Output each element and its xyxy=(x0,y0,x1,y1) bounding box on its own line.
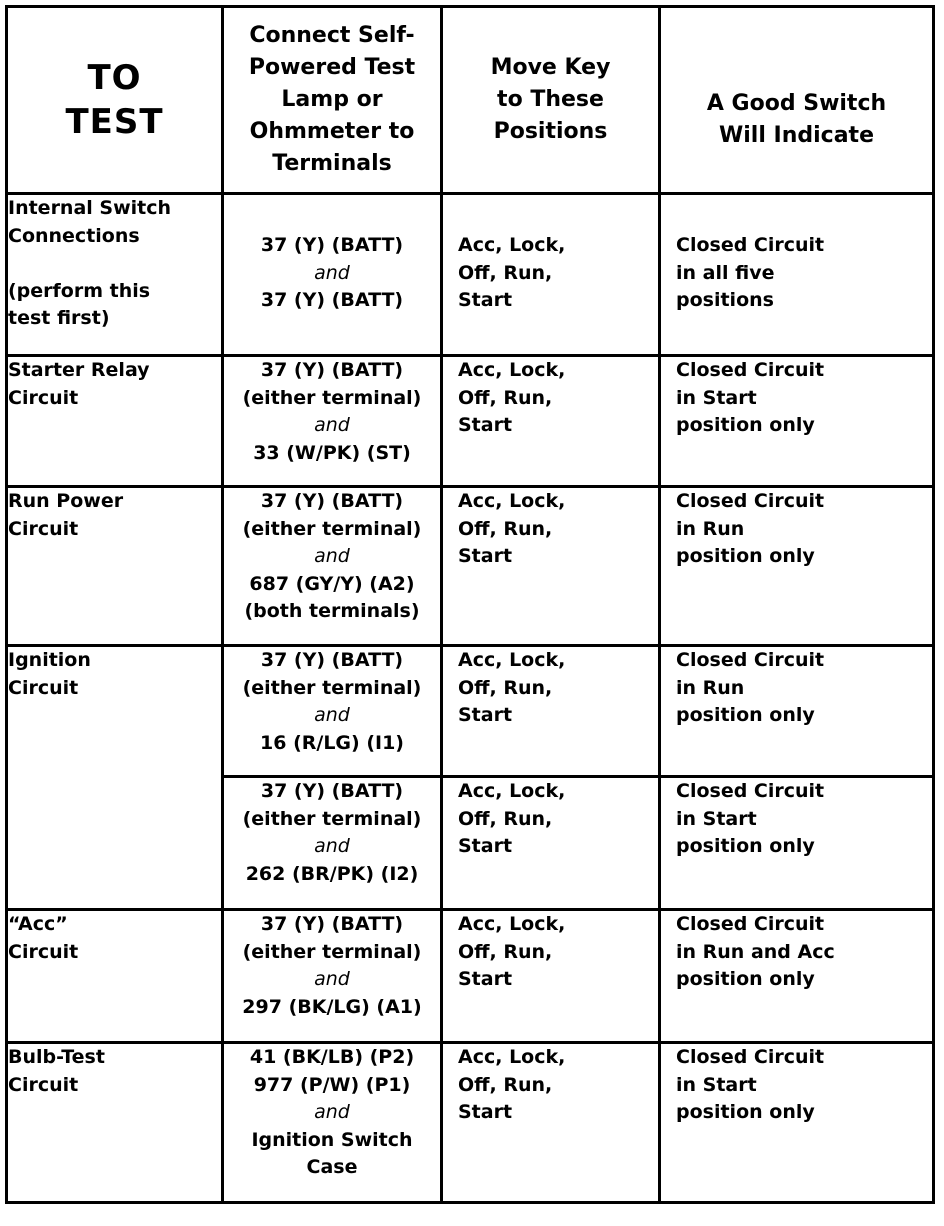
result-cell xyxy=(660,487,934,646)
test-line: Circuit xyxy=(8,386,79,409)
connect-and: and xyxy=(314,545,350,567)
connect-line: 262 (BR/PK) (I2) xyxy=(245,862,419,885)
positions-cell xyxy=(442,194,660,356)
positions-line: Start xyxy=(458,835,513,857)
result-cell xyxy=(660,777,934,910)
result-line: in Start xyxy=(676,1073,757,1096)
header-good-switch-line: Will Indicate xyxy=(718,123,874,148)
table-row xyxy=(7,356,934,487)
table-row xyxy=(7,487,934,646)
connect-line: (either terminal) xyxy=(242,807,422,830)
result-line: Closed Circuit xyxy=(676,490,825,512)
header-good-switch xyxy=(660,7,934,194)
result-line: in Run xyxy=(676,517,745,540)
positions-cell xyxy=(442,356,660,487)
header-move-key-line: Move Key xyxy=(490,55,611,80)
positions-line: Acc, Lock, xyxy=(458,1046,566,1068)
connect-line: Ignition Switch xyxy=(251,1128,413,1151)
header-move-key-line: to These xyxy=(497,87,604,112)
test-line: Internal Switch xyxy=(8,197,172,219)
positions-line: Start xyxy=(458,968,513,990)
result-line: Closed Circuit xyxy=(676,649,825,671)
connect-line: (either terminal) xyxy=(242,517,422,540)
positions-line: Start xyxy=(458,414,513,436)
test-cell xyxy=(7,487,223,646)
header-move-key-line: Positions xyxy=(493,119,608,144)
connect-and: and xyxy=(314,1101,350,1123)
result-line: position only xyxy=(676,704,815,726)
positions-line: Acc, Lock, xyxy=(458,649,566,671)
connect-line: Case xyxy=(306,1156,358,1178)
connect-line: 37 (Y) (BATT) xyxy=(260,289,404,311)
test-line: Circuit xyxy=(8,517,79,540)
positions-line: Off, Run, xyxy=(458,676,553,699)
result-line: Closed Circuit xyxy=(676,234,825,256)
header-connect-line: Terminals xyxy=(272,151,392,176)
connect-line: (either terminal) xyxy=(242,386,422,409)
connect-line: 16 (R/LG) (I1) xyxy=(260,731,404,754)
connect-cell xyxy=(223,910,442,1043)
connect-line: 41 (BK/LB) (P2) xyxy=(249,1046,415,1068)
header-good-switch-line: A Good Switch xyxy=(706,91,887,116)
table-row xyxy=(7,194,934,356)
connect-cell xyxy=(223,1043,442,1203)
result-line: positions xyxy=(676,289,774,311)
result-cell xyxy=(660,646,934,777)
result-cell xyxy=(660,194,934,356)
connect-cell xyxy=(223,646,442,777)
connect-line: 33 (W/PK) (ST) xyxy=(253,441,411,464)
header-to-test-line: TEST xyxy=(65,102,164,142)
result-line: Closed Circuit xyxy=(676,1046,825,1068)
connect-and: and xyxy=(314,835,350,857)
positions-cell xyxy=(442,910,660,1043)
connect-line: 37 (Y) (BATT) xyxy=(260,234,404,256)
header-connect-line: Lamp or xyxy=(281,87,383,112)
positions-cell xyxy=(442,1043,660,1203)
positions-cell xyxy=(442,646,660,777)
test-line: Circuit xyxy=(8,676,79,699)
connect-line: 37 (Y) (BATT) xyxy=(260,913,404,935)
test-line: test first) xyxy=(8,307,110,329)
positions-line: Acc, Lock, xyxy=(458,234,566,256)
test-line: (perform this xyxy=(8,279,151,302)
connect-line: 37 (Y) (BATT) xyxy=(260,649,404,671)
result-line: position only xyxy=(676,414,815,436)
ignition-switch-test-table xyxy=(5,5,935,1204)
header-connect-line: Ohmmeter to xyxy=(249,119,415,144)
header-connect xyxy=(223,7,442,194)
result-line: Closed Circuit xyxy=(676,359,825,381)
test-line: Connections xyxy=(8,224,140,247)
positions-line: Off, Run, xyxy=(458,261,553,284)
connect-and: and xyxy=(314,704,350,726)
positions-line: Off, Run, xyxy=(458,517,553,540)
header-row xyxy=(7,7,934,194)
test-line: “Acc” xyxy=(8,913,68,935)
result-line: position only xyxy=(676,1101,815,1123)
test-cell xyxy=(7,356,223,487)
positions-line: Acc, Lock, xyxy=(458,490,566,512)
positions-line: Acc, Lock, xyxy=(458,913,566,935)
header-to-test xyxy=(7,7,223,194)
positions-line: Off, Run, xyxy=(458,1073,553,1096)
positions-line: Off, Run, xyxy=(458,940,553,963)
positions-line: Off, Run, xyxy=(458,807,553,830)
result-line: position only xyxy=(676,968,815,990)
result-line: position only xyxy=(676,545,815,567)
table-row xyxy=(7,1043,934,1203)
result-line: in all five xyxy=(676,261,775,284)
result-line: position only xyxy=(676,835,815,857)
test-line: Circuit xyxy=(8,1073,79,1096)
test-line: Bulb-Test xyxy=(8,1046,105,1068)
result-line: Closed Circuit xyxy=(676,780,825,802)
connect-line: 37 (Y) (BATT) xyxy=(260,490,404,512)
positions-line: Start xyxy=(458,545,513,567)
connect-and: and xyxy=(314,968,350,990)
table-row xyxy=(7,646,934,777)
connect-cell xyxy=(223,487,442,646)
connect-and: and xyxy=(314,414,350,436)
positions-cell xyxy=(442,777,660,910)
connect-line: (either terminal) xyxy=(242,940,422,963)
header-to-test-line: TO xyxy=(87,58,142,98)
result-line: in Start xyxy=(676,386,757,409)
test-cell xyxy=(7,646,223,910)
test-line: Run Power xyxy=(8,490,124,512)
result-cell xyxy=(660,356,934,487)
header-connect-line: Connect Self- xyxy=(249,23,415,48)
result-line: in Start xyxy=(676,807,757,830)
result-line: in Run xyxy=(676,676,745,699)
result-cell xyxy=(660,1043,934,1203)
result-line: Closed Circuit xyxy=(676,913,825,935)
test-line: Circuit xyxy=(8,940,79,963)
connect-line: 297 (BK/LG) (A1) xyxy=(242,995,422,1018)
header-move-key xyxy=(442,7,660,194)
result-cell xyxy=(660,910,934,1043)
positions-line: Start xyxy=(458,704,513,726)
header-connect-line: Powered Test xyxy=(248,55,416,80)
positions-cell xyxy=(442,487,660,646)
connect-cell xyxy=(223,777,442,910)
result-line: in Run and Acc xyxy=(676,940,835,963)
connect-cell xyxy=(223,194,442,356)
table-row xyxy=(7,910,934,1043)
positions-line: Acc, Lock, xyxy=(458,780,566,802)
positions-line: Start xyxy=(458,1101,513,1123)
test-line: Starter Relay xyxy=(8,359,150,381)
connect-cell xyxy=(223,356,442,487)
connect-line: 37 (Y) (BATT) xyxy=(260,780,404,802)
connect-line: (both terminals) xyxy=(244,600,420,622)
test-line: Ignition xyxy=(8,649,91,671)
connect-line: 687 (GY/Y) (A2) xyxy=(249,572,415,595)
test-cell xyxy=(7,910,223,1043)
connect-line: 977 (P/W) (P1) xyxy=(253,1073,411,1096)
positions-line: Acc, Lock, xyxy=(458,359,566,381)
test-cell xyxy=(7,1043,223,1203)
connect-line: 37 (Y) (BATT) xyxy=(260,359,404,381)
connect-and: and xyxy=(314,261,350,284)
positions-line: Start xyxy=(458,289,513,311)
positions-line: Off, Run, xyxy=(458,386,553,409)
connect-line: (either terminal) xyxy=(242,676,422,699)
test-cell xyxy=(7,194,223,356)
